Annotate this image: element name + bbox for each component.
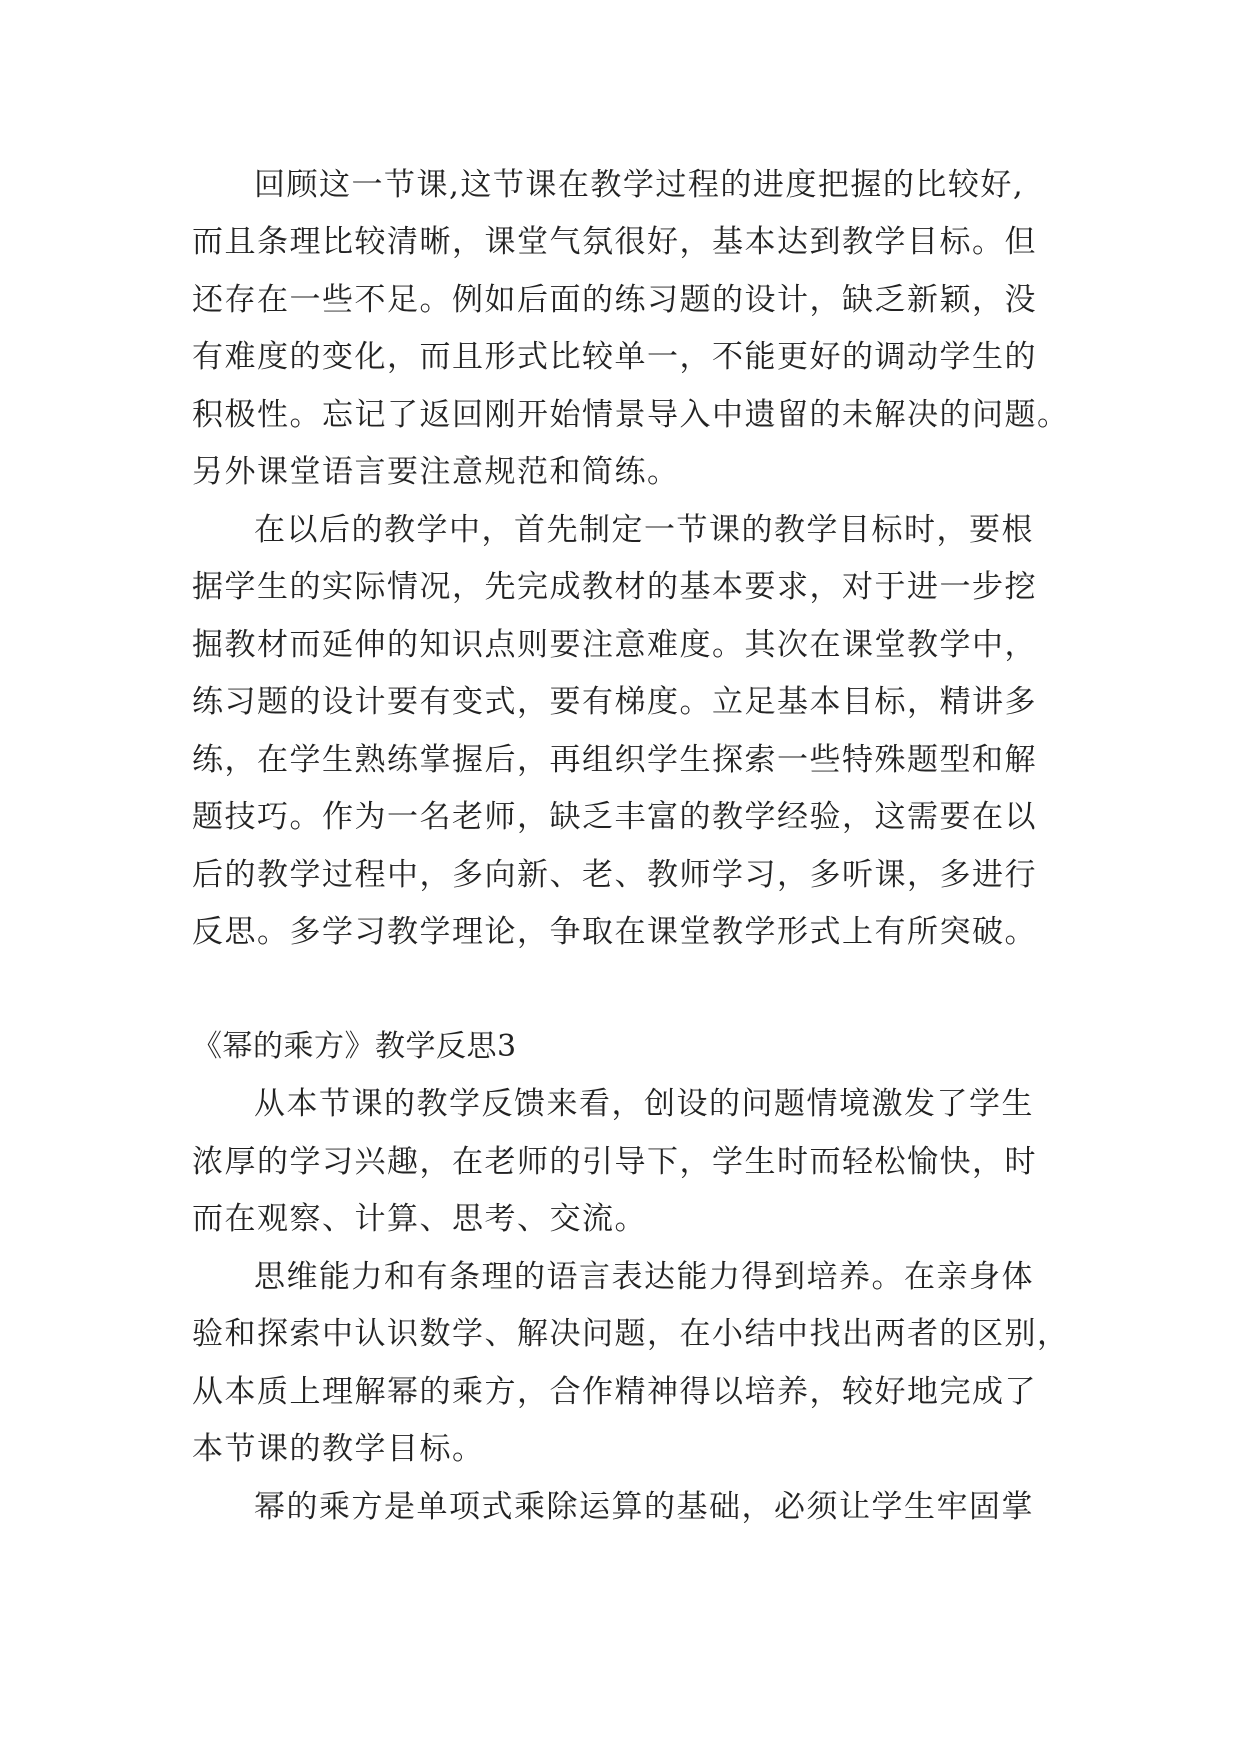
text-line: 反思。多学习教学理论，争取在课堂教学形式上有所突破。 (192, 914, 1037, 950)
text-line: 还存在一些不足。例如后面的练习题的设计，缺乏新颖，没 (192, 282, 1037, 318)
text-line: 而在观察、计算、思考、交流。 (192, 1201, 647, 1237)
text-line: 在以后的教学中，首先制定一节课的教学目标时，要根 (254, 512, 1034, 548)
text-line: 浓厚的学习兴趣，在老师的引导下，学生时而轻松愉快，时 (192, 1144, 1037, 1180)
text-line: 练习题的设计要有变式，要有梯度。立足基本目标，精讲多 (192, 684, 1037, 720)
text-line: 而且条理比较清晰，课堂气氛很好，基本达到教学目标。但 (192, 224, 1037, 260)
text-line: 幂的乘方是单项式乘除运算的基础，必须让学生牢固掌 (254, 1489, 1034, 1525)
section-heading: 《幂的乘方》教学反思3 (192, 1029, 517, 1064)
text-line: 掘教材而延伸的知识点则要注意难度。其次在课堂教学中， (192, 627, 1037, 663)
text-line: 另外课堂语言要注意规范和简练。 (192, 454, 680, 490)
text-line: 回顾这一节课,这节课在教学过程的进度把握的比较好, (254, 167, 1025, 203)
text-line: 练，在学生熟练掌握后，再组织学生探索一些特殊题型和解 (192, 742, 1037, 778)
text-line: 从本质上理解幂的乘方，合作精神得以培养，较好地完成了 (192, 1374, 1037, 1410)
text-line: 据学生的实际情况，先完成教材的基本要求，对于进一步挖 (192, 569, 1037, 605)
text-line: 思维能力和有条理的语言表达能力得到培养。在亲身体 (254, 1259, 1034, 1295)
text-line: 后的教学过程中，多向新、老、教师学习，多听课，多进行 (192, 857, 1037, 893)
text-line: 题技巧。作为一名老师，缺乏丰富的教学经验，这需要在以 (192, 799, 1037, 835)
text-line: 从本节课的教学反馈来看，创设的问题情境激发了学生 (254, 1086, 1034, 1122)
text-line: 验和探索中认识数学、解决问题，在小结中找出两者的区别， (192, 1316, 1070, 1352)
text-line: 有难度的变化，而且形式比较单一，不能更好的调动学生的 (192, 339, 1037, 375)
text-line: 本节课的教学目标。 (192, 1431, 485, 1467)
text-line: 积极性。忘记了返回刚开始情景导入中遗留的未解决的问题。 (192, 397, 1070, 433)
